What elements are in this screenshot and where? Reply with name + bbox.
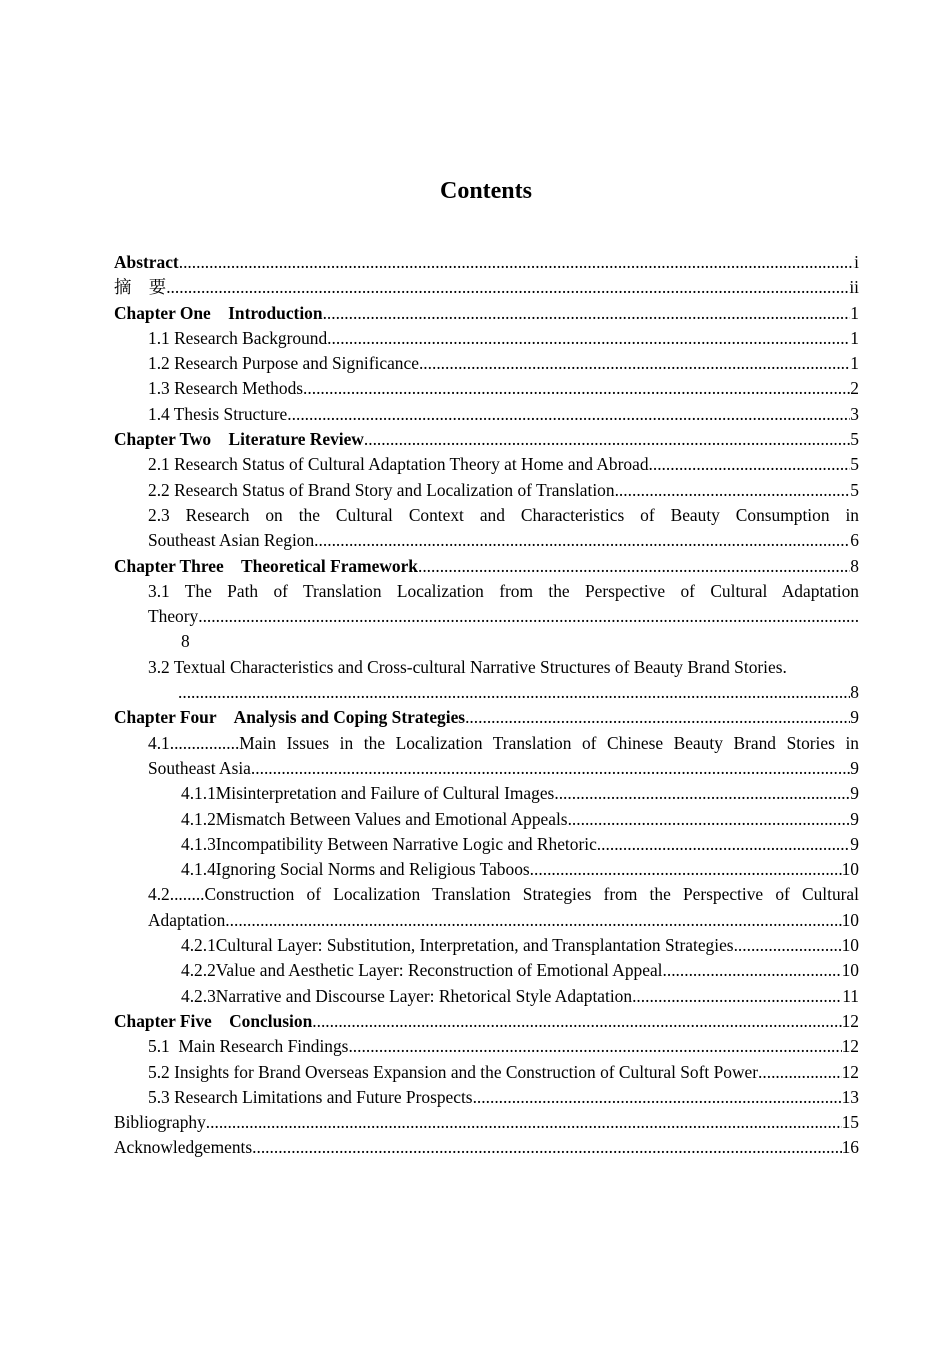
toc-leader <box>465 705 850 730</box>
toc-entry-label: 4.1.2Mismatch Between Values and Emotional Appeals <box>181 808 568 829</box>
toc-entry-4-1-2[interactable] <box>114 807 859 832</box>
toc-page-number: 13 <box>841 1086 859 1107</box>
toc-entry-label: Abstract <box>114 252 179 272</box>
toc-page-number: 2 <box>850 378 859 399</box>
toc-entry-chapter-one[interactable] <box>114 301 859 326</box>
toc-entry-4-2-1[interactable] <box>114 933 859 958</box>
toc-entry-label: Chapter One Introduction <box>114 302 323 323</box>
toc-entry-chapter-five[interactable] <box>114 1009 859 1034</box>
toc-entry-label: 1.3 Research Methods <box>148 378 304 399</box>
toc-entry-label: 3.2 Textual Characteristics and Cross-cultural Narrative Structures of Beauty Brand Stories. <box>148 656 787 677</box>
toc-leader <box>252 1135 841 1160</box>
toc-page-number: 1 <box>850 353 859 374</box>
toc-entry-label: 1.1 Research Background <box>148 327 328 348</box>
toc-leader <box>225 908 841 933</box>
toc-page-number: 6 <box>850 530 859 551</box>
toc-page-number: 8 <box>181 631 190 652</box>
toc-entry-label: 2.3 Research on the Cultural Context and Characteristics of Beauty Consumption in <box>148 504 859 525</box>
toc-entry-2-3[interactable] <box>114 503 859 554</box>
toc-leader <box>734 933 842 958</box>
toc-page-number: 16 <box>841 1137 859 1158</box>
toc-leader <box>327 326 850 351</box>
toc-leader <box>287 402 850 427</box>
toc-entry-label: Acknowledgements <box>114 1137 253 1158</box>
toc-entry-chapter-three[interactable] <box>114 554 859 579</box>
toc-entry-label: 2.2 Research Status of Brand Story and Localization of Translation <box>148 479 615 500</box>
toc-entry-2-1[interactable] <box>114 452 859 477</box>
toc-entry-label: Chapter Three Theoretical Framework <box>114 555 418 576</box>
toc-leader <box>251 756 850 781</box>
toc-page-number: 11 <box>842 985 859 1006</box>
toc-page-number: 9 <box>850 808 859 829</box>
toc-entry-chinese-abstract[interactable] <box>114 275 859 300</box>
toc-leader <box>568 807 851 832</box>
toc-entry-label: Chapter Five Conclusion <box>114 1010 313 1031</box>
toc-leader <box>530 857 842 882</box>
toc-entry-3-1[interactable] <box>114 579 859 655</box>
toc-page-number: 1 <box>850 327 859 348</box>
toc-page-number: 9 <box>850 783 859 804</box>
toc-page-number: 12 <box>841 1061 859 1082</box>
toc-leader <box>419 351 850 376</box>
toc-entry-4-1-4[interactable] <box>114 857 859 882</box>
toc-entry-label: 3.1 The Path of Translation Localization from the Perspective of Cultural Adaptation <box>148 580 859 601</box>
toc-leader <box>178 680 850 705</box>
toc-entry-label: 4.1.1Misinterpretation and Failure of Cultural Images <box>181 783 555 804</box>
toc-entry-label: 5.3 Research Limitations and Future Prospects <box>148 1086 473 1107</box>
toc-entry-1-1[interactable] <box>114 326 859 351</box>
toc-entry-5-2[interactable] <box>114 1060 859 1085</box>
toc-entry-label-continued: Southeast Asia <box>148 757 251 778</box>
toc-leader <box>615 478 851 503</box>
toc-entry-label: 4.1.4Ignoring Social Norms and Religious Taboos <box>181 859 530 880</box>
toc-leader <box>206 1110 842 1135</box>
toc-entry-4-2[interactable] <box>114 882 859 933</box>
toc-entry-chapter-four[interactable] <box>114 705 859 730</box>
toc-entry-label-continued: Southeast Asian Region <box>148 530 315 551</box>
toc-leader <box>166 275 849 300</box>
toc-leader <box>758 1060 842 1085</box>
toc-leader <box>597 832 851 857</box>
toc-page-number: 12 <box>841 1036 859 1057</box>
toc-page-number: 10 <box>841 960 859 981</box>
toc-entry-label: Chapter Four Analysis and Coping Strategies <box>114 707 466 728</box>
toc-entry-label: 5.2 Insights for Brand Overseas Expansion and the Construction of Cultural Soft Power <box>148 1061 759 1082</box>
toc-page-number: 5 <box>850 479 859 500</box>
toc-page-number: 9 <box>850 833 859 854</box>
toc-leader <box>198 604 859 629</box>
toc-page-number: 9 <box>850 707 859 728</box>
toc-page-number: 8 <box>850 555 859 576</box>
toc-entry-4-1[interactable] <box>114 731 859 782</box>
toc-leader <box>649 452 851 477</box>
toc-leader <box>323 301 851 326</box>
toc-entry-label: Chapter Two Literature Review <box>114 429 364 450</box>
toc-page-number: 5 <box>850 429 859 450</box>
table-of-contents <box>114 250 859 1161</box>
toc-entry-label: 5.1 Main Research Findings <box>148 1036 349 1057</box>
toc-leader <box>179 250 854 275</box>
toc-entry-1-2[interactable] <box>114 351 859 376</box>
toc-page-number: 10 <box>841 935 859 956</box>
toc-entry-label: 4.2.3Narrative and Discourse Layer: Rhetorical Style Adaptation <box>181 985 633 1006</box>
page-title: Contents <box>439 178 532 204</box>
toc-entry-label: 4.1................Main Issues in the Localization Translation of Chinese Beauty Brand Stories in <box>148 732 859 753</box>
toc-entry-4-2-2[interactable] <box>114 958 859 983</box>
toc-entry-label: 1.2 Research Purpose and Significance <box>148 353 419 374</box>
toc-page-number: 12 <box>841 1010 859 1031</box>
toc-leader <box>364 427 850 452</box>
toc-entry-4-1-3[interactable] <box>114 832 859 857</box>
toc-leader <box>632 984 842 1009</box>
toc-entry-5-3[interactable] <box>114 1085 859 1110</box>
toc-entry-chapter-two[interactable] <box>114 427 859 452</box>
toc-entry-1-4[interactable] <box>114 402 859 427</box>
toc-entry-acknowledgements[interactable] <box>114 1135 859 1160</box>
toc-page-number: 3 <box>850 403 859 424</box>
toc-entry-label-continued: Adaptation <box>148 909 226 930</box>
toc-leader <box>348 1034 841 1059</box>
toc-entry-abstract[interactable] <box>114 250 859 275</box>
toc-entry-label: 4.2........Construction of Localization Translation Strategies from the Perspective of Cultural <box>148 884 859 905</box>
toc-page-number: i <box>854 252 859 272</box>
toc-entry-label: 4.2.1Cultural Layer: Substitution, Interpretation, and Transplantation Strategies <box>181 935 734 956</box>
toc-entry-4-1-1[interactable] <box>114 781 859 806</box>
toc-entry-1-3[interactable] <box>114 376 859 401</box>
toc-page-number: 9 <box>850 757 859 778</box>
toc-page-number: 8 <box>850 682 859 703</box>
toc-leader <box>314 528 850 553</box>
toc-page-number: 5 <box>850 454 859 475</box>
toc-leader <box>418 554 850 579</box>
toc-leader <box>663 958 842 983</box>
toc-entry-3-2[interactable] <box>114 655 859 706</box>
toc-page-number: 10 <box>841 859 859 880</box>
toc-page-number: 10 <box>841 909 859 930</box>
toc-entry-4-2-3[interactable] <box>114 984 859 1009</box>
toc-entry-label: 摘 要 <box>114 277 167 298</box>
toc-leader <box>303 376 850 401</box>
toc-leader <box>473 1085 842 1110</box>
toc-leader <box>312 1009 841 1034</box>
toc-page-number: ii <box>849 277 859 298</box>
toc-entry-label: Bibliography <box>114 1112 206 1133</box>
toc-entry-label: 2.1 Research Status of Cultural Adaptation Theory at Home and Abroad <box>148 454 649 475</box>
toc-page-number: 15 <box>841 1112 859 1133</box>
toc-leader <box>554 781 850 806</box>
toc-entry-label: 1.4 Thesis Structure <box>148 403 288 424</box>
toc-entry-2-2[interactable] <box>114 478 859 503</box>
toc-entry-label-continued: Theory <box>148 606 199 627</box>
toc-page-number: 1 <box>850 302 859 323</box>
toc-entry-label: 4.2.2Value and Aesthetic Layer: Reconstruction of Emotional Appeal <box>181 960 663 981</box>
toc-entry-label: 4.1.3Incompatibility Between Narrative Logic and Rhetoric <box>181 833 597 854</box>
toc-entry-bibliography[interactable] <box>114 1110 859 1135</box>
toc-entry-5-1[interactable] <box>114 1034 859 1059</box>
